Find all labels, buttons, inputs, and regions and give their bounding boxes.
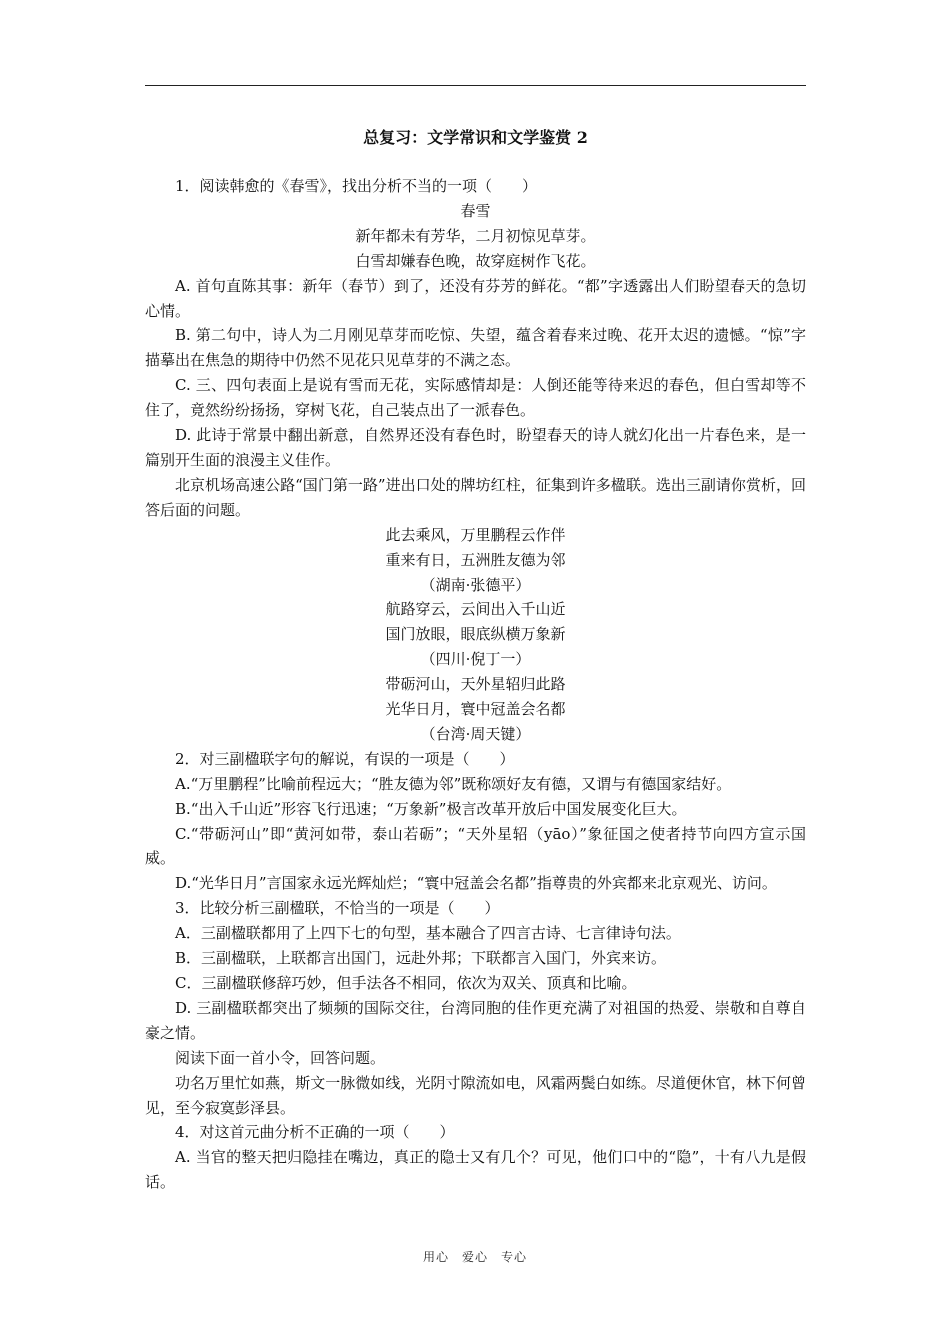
paragraph: D. 此诗于常景中翻出新意，自然界还没有春色时，盼望春天的诗人就幻化出一片春色来，是一篇别开生面的浪漫主义佳作。 <box>145 426 806 469</box>
paragraph: B. 第二句中，诗人为二月刚见草芽而吃惊、失望，蕴含着春来过晚、花开太迟的遗憾。“惊”字描摹出在焦急的期待中仍然不见花只见草芽的不满之态。 <box>145 326 806 370</box>
centered-line: （台湾·周天键） <box>420 724 531 743</box>
centered-line: 重来有日，五洲胜友德为邻 <box>385 550 566 569</box>
header-rule <box>145 85 806 86</box>
paragraph: 2．对三副楹联字句的解说，有误的一项是（ ） <box>175 749 515 768</box>
centered-line: 白雪却嫌春色晚，故穿庭树作飞花。 <box>355 251 596 270</box>
centered-line: 春雪 <box>460 201 491 220</box>
centered-line: 国门放眼，眼底纵横万象新 <box>385 625 566 644</box>
centered-line: （湖南·张德平） <box>420 575 531 594</box>
centered-line: 带砺河山，天外星轺归此路 <box>385 675 566 694</box>
paragraph: C.“带砺河山”即“黄河如带，泰山若砺”；“天外星轺（yāo）”象征国之使者持节向四方宣示国威。 <box>145 824 806 868</box>
page-title: 总复习：文学常识和文学鉴赏 2 <box>363 128 588 147</box>
paragraph: D.“光华日月”言国家永远光辉灿烂；“寰中冠盖会名都”指尊贵的外宾都来北京观光、访问。 <box>175 874 777 893</box>
paragraph: A.“万里鹏程”比喻前程远大；“胜友德为邻”既称颂好友有德，又谓与有德国家结好。 <box>175 774 732 793</box>
centered-line: 航路穿云，云间出入千山近 <box>385 600 566 619</box>
paragraph: C. 三、四句表面上是说有雪而无花，实际感情却是：人倒还能等待来迟的春色，但白雪却等不住了，竟然纷纷扬扬，穿树飞花，自己装点出了一派春色。 <box>145 376 806 420</box>
paragraph: C．三副楹联修辞巧妙，但手法各不相同，依次为双关、顶真和比喻。 <box>175 974 637 992</box>
paragraph: B.“出入千山近”形容飞行迅速；“万象新”极言改革开放后中国发展变化巨大。 <box>175 799 687 818</box>
paragraph: 北京机场高速公路“国门第一路”进出口处的牌坊红柱，征集到许多楹联。选出三副请你赏析，回答后面的问题。 <box>145 475 806 519</box>
text-blocks <box>145 174 806 1195</box>
paragraph: A. 首句直陈其事：新年（春节）到了，还没有芬芳的鲜花。“都”字透露出人们盼望春天的急切心情。 <box>145 276 806 320</box>
paragraph: 功名万里忙如燕，斯文一脉微如线，光阴寸隙流如电，风霜两鬓白如练。尽道便休官，林下何曾见，至今寂寞彭泽县。 <box>145 1073 806 1117</box>
centered-line: 光华日月，寰中冠盖会名都 <box>385 700 566 719</box>
paragraph: 1．阅读韩愈的《春雪》，找出分析不当的一项（ ） <box>175 177 538 195</box>
paragraph: 4．对这首元曲分析不正确的一项（ ） <box>175 1123 455 1142</box>
paragraph: D. 三副楹联都突出了频频的国际交往，台湾同胞的佳作更充满了对祖国的热爱、崇敬和自尊自豪之情。 <box>145 998 806 1042</box>
paragraph: 阅读下面一首小令，回答问题。 <box>175 1048 386 1067</box>
centered-line: （四川·倪丁一） <box>420 650 531 669</box>
centered-line: 新年都未有芳华，二月初惊见草芽。 <box>355 226 596 245</box>
centered-line: 此去乘风，万里鹏程云作伴 <box>385 525 566 544</box>
paragraph: A. 当官的整天把归隐挂在嘴边，真正的隐士又有几个？可见，他们口中的“隐”，十有八九是假话。 <box>145 1148 806 1192</box>
paragraph: A．三副楹联都用了上四下七的句型，基本融合了四言古诗、七言律诗句法。 <box>175 924 681 943</box>
page-footer: 用心 爱心 专心 <box>422 1250 527 1264</box>
document-body <box>145 126 806 1195</box>
paragraph: 3．比较分析三副楹联，不恰当的一项是（ ） <box>175 899 500 918</box>
paragraph: B．三副楹联，上联都言出国门，远赴外邦；下联都言入国门，外宾来访。 <box>175 949 667 968</box>
